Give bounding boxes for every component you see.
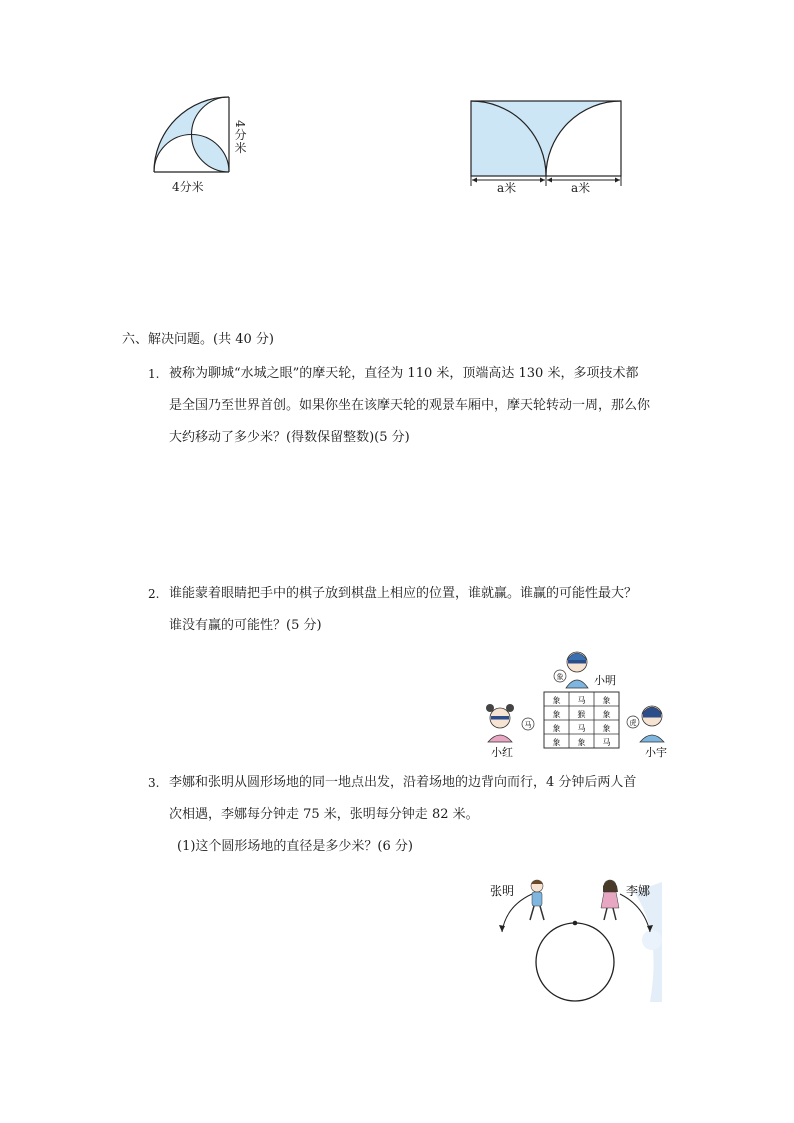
grid-cell: 象 xyxy=(577,738,586,747)
section-title: 六、解决问题。(共 40 分) xyxy=(122,332,274,347)
figure1-bottom-label: 4分米 xyxy=(172,180,204,194)
grid-cell: 马 xyxy=(577,724,586,733)
q3-line-2: 次相遇，李娜每分钟走 75 米，张明每分钟走 82 米。 xyxy=(169,807,479,822)
q3-sub-1: (1)这个圆形场地的直径是多少米？(6 分) xyxy=(177,839,413,854)
name-left: 小红 xyxy=(491,746,513,759)
grid-cell: 猴 xyxy=(577,710,586,719)
q3-line-1: 李娜和张明从圆形场地的同一地点出发，沿着场地的边背向而行，4 分钟后两人首 xyxy=(169,775,637,790)
circular-track xyxy=(536,923,614,1001)
q3-number: 3. xyxy=(148,776,160,790)
q1-line-1: 被称为聊城“水城之眼”的摩天轮，直径为 110 米，顶端高达 130 米，多项技术都 xyxy=(169,366,639,381)
grid-cell: 象 xyxy=(552,738,561,747)
grid-cell: 象 xyxy=(552,710,561,719)
child-top-illustration xyxy=(554,652,588,688)
q2-number: 2. xyxy=(148,587,160,601)
q2-line-1: 谁能蒙着眼睛把手中的棋子放到棋盘上相应的位置，谁就赢。谁赢的可能性最大？ xyxy=(169,586,638,601)
walker-left-name: 张明 xyxy=(490,884,515,898)
piece-top: 象 xyxy=(556,673,564,681)
grid-cell: 马 xyxy=(602,738,611,747)
grid-cell: 象 xyxy=(552,696,561,705)
q2-line-2: 谁没有赢的可能性？(5 分) xyxy=(169,618,322,633)
figure2-right-label: a米 xyxy=(571,181,591,195)
name-right: 小宇 xyxy=(645,746,667,759)
piece-left: 马 xyxy=(524,721,532,729)
grid-cell: 象 xyxy=(602,724,611,733)
q1-number: 1. xyxy=(148,367,160,381)
walker-left-illustration xyxy=(530,880,544,920)
name-top: 小明 xyxy=(594,674,616,687)
piece-right: 虎 xyxy=(629,719,637,727)
walker-right-illustration xyxy=(601,880,619,920)
grid-cell: 马 xyxy=(577,696,586,705)
start-point xyxy=(573,921,578,926)
q3-figure xyxy=(484,872,662,1006)
q1-line-2: 是全国乃至世界首创。如果你坐在该摩天轮的观景车厢中，摩天轮转动一周，那么你 xyxy=(169,398,651,413)
figure-rectangle-quarter-circles xyxy=(462,94,632,194)
arrow-left xyxy=(502,894,532,932)
figure2-left-label: a米 xyxy=(497,181,517,195)
walker-right-name: 李娜 xyxy=(626,884,651,898)
q2-figure xyxy=(480,638,680,768)
q1-line-3: 大约移动了多少米？(得数保留整数)(5 分) xyxy=(169,430,410,445)
grid-cell: 象 xyxy=(552,724,561,733)
grid-cell: 象 xyxy=(602,710,611,719)
figure1-side-label: 4分米 xyxy=(233,120,247,155)
grid-cell: 象 xyxy=(602,696,611,705)
